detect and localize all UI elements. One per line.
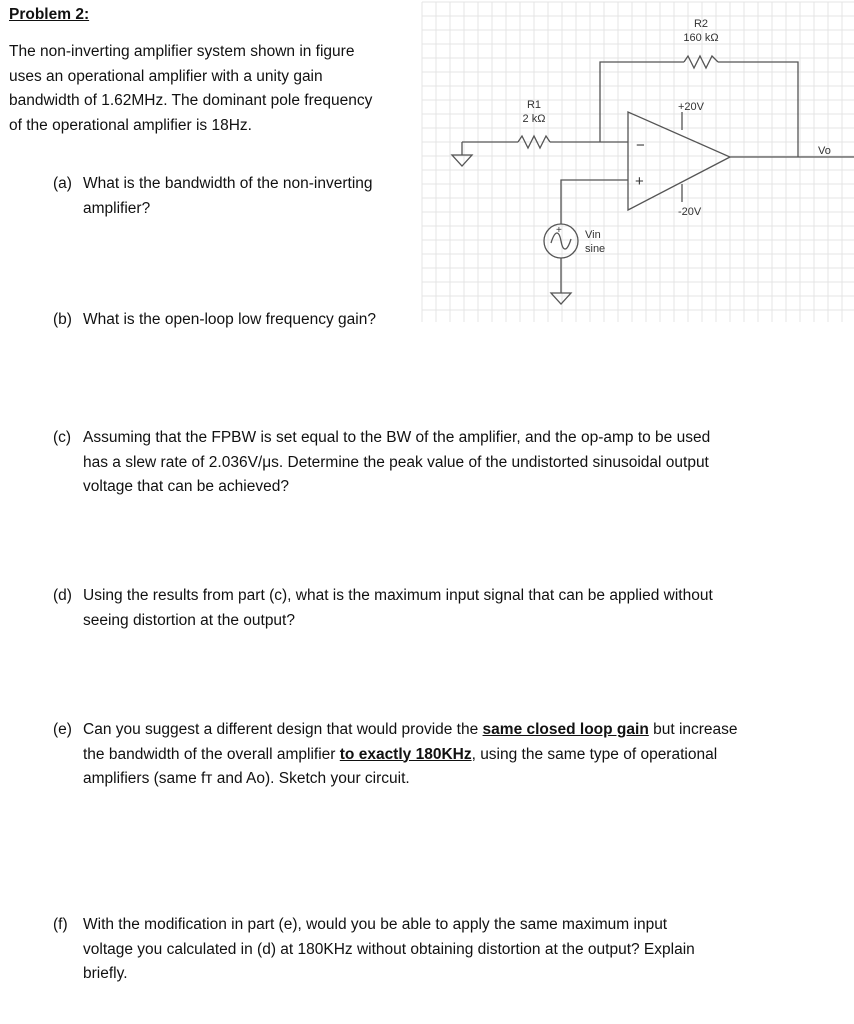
question-f-label: (f) [53, 916, 68, 933]
question-e-label: (e) [53, 721, 72, 738]
intro-line: bandwidth of 1.62MHz. The dominant pole frequency [9, 92, 373, 109]
question-a-label: (a) [53, 175, 72, 192]
inverting-sign: − [636, 137, 645, 154]
vneg-label: -20V [678, 206, 702, 218]
opamp-triangle [628, 112, 730, 210]
wire-feedback [600, 62, 684, 142]
question-e [53, 718, 738, 792]
question-f [53, 913, 695, 987]
question-e-line: amplifiers (same fт and Ao). Sketch your circuit. [83, 770, 410, 787]
ground-symbol-bottom [551, 293, 571, 304]
problem-intro [9, 40, 419, 138]
question-b-label: (b) [53, 311, 72, 328]
question-c-line: voltage that can be achieved? [83, 478, 289, 495]
question-e-line [83, 743, 738, 768]
question-b [53, 308, 376, 333]
ground-symbol-left [452, 142, 472, 166]
question-a-line: amplifier? [83, 199, 151, 217]
source-name-label: Vin [585, 229, 601, 241]
question-f-line: voltage you calculated in (d) at 180KHz without obtaining distortion at the output? Explain [83, 940, 695, 958]
emphasis-segment: to exactly 180KHz [339, 745, 472, 763]
question-e-line [83, 718, 738, 743]
grid-background [422, 2, 854, 322]
question-f-line: briefly. [83, 965, 128, 982]
emphasis-segment: same closed loop gain [482, 721, 649, 738]
vpos-label: +20V [678, 101, 704, 113]
r1-name-label: R1 [526, 99, 542, 111]
question-c [53, 426, 710, 500]
output-label: Vo [818, 145, 831, 157]
intro-line: uses an operational amplifier with a unity gain [9, 67, 323, 85]
question-d-line: seeing distortion at the output? [83, 611, 295, 629]
question-a-line: What is the bandwidth of the non-inverting [83, 175, 373, 192]
resistor-r2 [684, 56, 718, 68]
circuit-schematic [420, 0, 854, 330]
source-type-label: sine [585, 243, 606, 255]
question-d [53, 584, 713, 633]
text-segment: Can you suggest a different design that would provide the [83, 721, 483, 738]
text-segment: , using the same type of operational [471, 745, 718, 763]
r2-value-label: 160 kΩ [683, 32, 719, 44]
problem-title: Problem 2: [9, 6, 90, 23]
intro-line: The non-inverting amplifier system shown in figure [9, 43, 355, 60]
question-b-line: What is the open-loop low frequency gain? [83, 311, 376, 328]
noninverting-sign: + [635, 173, 644, 190]
text-segment: but increase [648, 721, 738, 738]
question-c-line: Assuming that the FPBW is set equal to the BW of the amplifier, and the op-amp to be used [83, 429, 711, 446]
question-f-line: With the modification in part (e), would you be able to apply the same maximum input [83, 916, 668, 933]
r1-value-label: 2 kΩ [522, 113, 546, 125]
question-d-label: (d) [53, 587, 72, 604]
question-d-line: Using the results from part (c), what is the maximum input signal that can be applied without [83, 587, 713, 604]
question-c-label: (c) [53, 429, 72, 446]
source-plus-sign: + [556, 225, 562, 236]
r2-name-label: R2 [693, 18, 709, 30]
question-a [53, 172, 373, 221]
intro-line: of the operational amplifier is 18Hz. [9, 116, 252, 134]
text-segment: the bandwidth of the overall amplifier [83, 745, 340, 763]
question-c-line: has a slew rate of 2.036V/μs. Determine the peak value of the undistorted sinusoidal output [83, 453, 709, 471]
